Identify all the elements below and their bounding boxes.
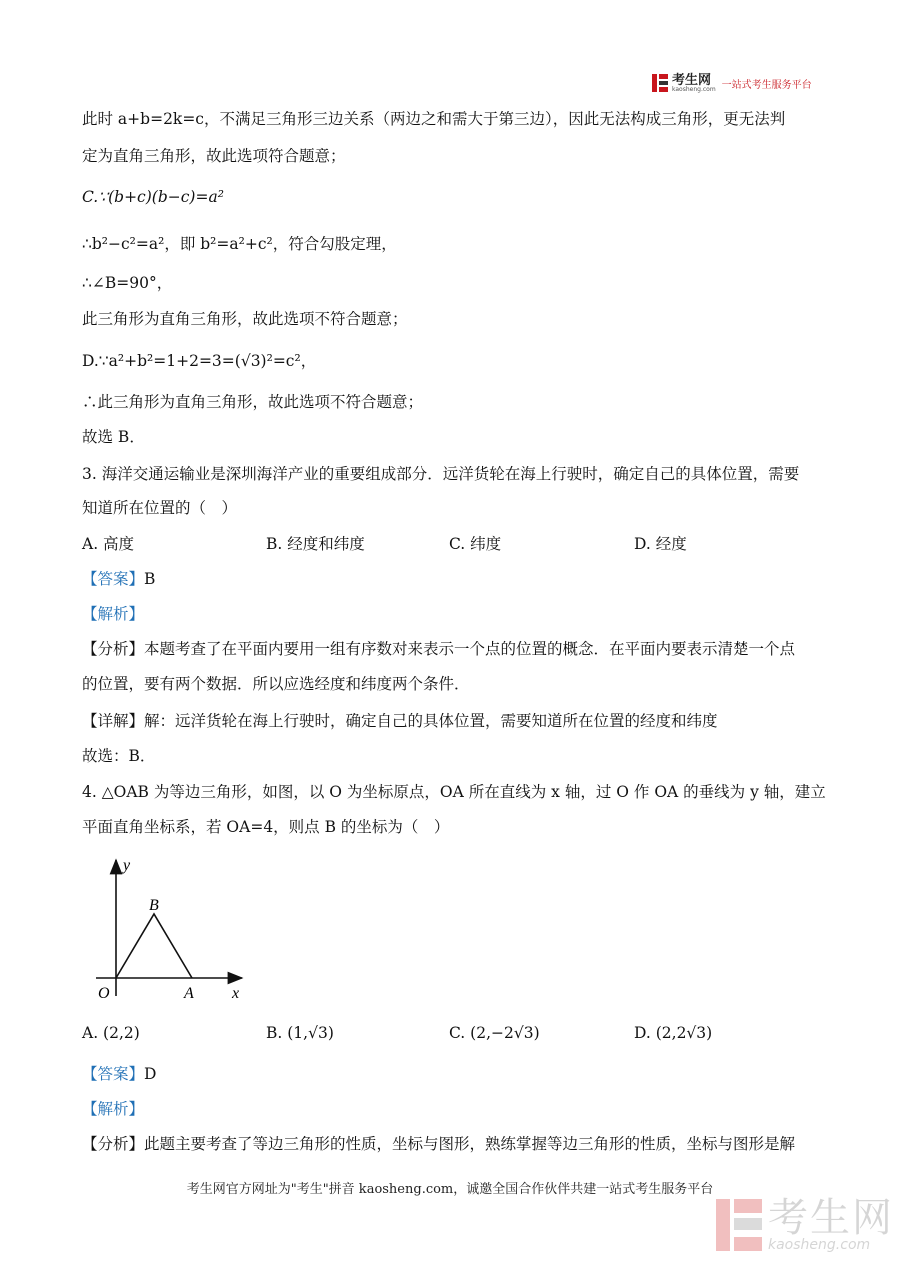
watermark-domain: kaosheng.com [768, 1237, 871, 1253]
kaosheng-watermark-icon [716, 1199, 762, 1251]
text-line-3: C.∵(b+c)(b−c)=a² [82, 188, 224, 206]
q3-analysis-heading [82, 603, 144, 625]
analysis-tag: 【解析】 [82, 1100, 145, 1118]
q3-select: 故选：B． [82, 747, 156, 765]
header-logo [652, 72, 812, 94]
logo-domain: kaosheng.com [672, 85, 716, 93]
text-line-1: 此时 a+b=2k=c，不满足三角形三边关系（两边之和需大于第三边），因此无法构成三角形，更无法判 [82, 110, 786, 128]
logo-name: 考生网 [672, 72, 712, 88]
text-line-7: D.∵a²+b²=1+2=3=(√3)²=c²， [82, 352, 317, 370]
label-a: A [184, 985, 194, 1002]
q3-option-b: B. 经度和纬度 [266, 535, 365, 553]
q4-fenxi [82, 1133, 795, 1155]
label-y: y [123, 857, 131, 874]
q3-question-line-2: 知道所在位置的（ ） [82, 499, 238, 517]
text-line-2: 定为直角三角形，故此选项符合题意； [82, 147, 346, 165]
watermark [716, 1195, 894, 1253]
text-line-9: 故选 B． [82, 428, 145, 446]
triangle-oab [116, 914, 192, 978]
q4-answer [82, 1063, 156, 1085]
q3-answer [82, 568, 155, 590]
text-line-5: ∴∠B=90°， [82, 274, 173, 292]
answer-value: B [144, 570, 156, 588]
q4-question-line-1: 4. △OAB 为等边三角形，如图，以 O 为坐标原点，OA 所在直线为 x 轴，过 O 作 OA 的垂线为 y 轴，建立 [82, 783, 826, 801]
coordinate-figure [96, 848, 256, 1004]
q3-option-c: C. 纬度 [449, 535, 502, 553]
q3-fenxi-line-2: 的位置，要有两个数据．所以应选经度和纬度两个条件． [82, 675, 470, 693]
answer-tag: 【答案】 [82, 1065, 145, 1083]
xiangjie-tag: 【详解】 [82, 712, 145, 730]
q4-option-d: D. (2,2√3) [634, 1024, 713, 1042]
answer-value: D [144, 1065, 157, 1083]
text-line-6: 此三角形为直角三角形，故此选项不符合题意； [82, 310, 408, 328]
q3-option-a: A. 高度 [82, 535, 135, 553]
label-x: x [232, 985, 240, 1002]
q3-question-line-1: 3. 海洋交通运输业是深圳海洋产业的重要组成部分．远洋货轮在海上行驶时，确定自己的具体位置，需要 [82, 465, 800, 483]
text-line-4: ∴b²−c²=a²，即 b²=a²+c²，符合勾股定理， [82, 235, 397, 253]
q4-option-c: C. (2,−2√3) [449, 1024, 540, 1042]
xiangjie-text: 解：远洋货轮在海上行驶时，确定自己的具体位置，需要知道所在位置的经度和纬度 [144, 712, 718, 730]
q3-xiangjie [82, 710, 718, 732]
fenxi-tag: 【分析】 [82, 1135, 145, 1153]
footer-text: 考生网官方网址为"考生"拼音 kaosheng.com，诚邀全国合作伙伴共建一站式考生服务平台 [186, 1182, 714, 1197]
kaosheng-logo-icon [652, 74, 668, 92]
q4-question-line-2: 平面直角坐标系，若 OA=4，则点 B 的坐标为（ ） [82, 818, 450, 836]
q4-option-a: A. (2,2) [82, 1024, 140, 1042]
q3-option-d: D. 经度 [634, 535, 687, 553]
fenxi-tag: 【分析】 [82, 640, 145, 658]
analysis-tag: 【解析】 [82, 605, 145, 623]
fenxi-text: 本题考查了在平面内要用一组有序数对来表示一个点的位置的概念．在平面内要表示清楚一个点 [144, 640, 796, 658]
label-o: O [98, 985, 110, 1002]
fenxi-text: 此题主要考查了等边三角形的性质，坐标与图形，熟练掌握等边三角形的性质，坐标与图形是解 [144, 1135, 796, 1153]
label-b: B [149, 897, 159, 914]
text-line-8: ∴此三角形为直角三角形，故此选项不符合题意； [82, 393, 424, 411]
watermark-name: 考生网 [768, 1195, 894, 1241]
logo-slogan: 一站式考生服务平台 [721, 79, 812, 91]
q4-option-b: B. (1,√3) [266, 1024, 334, 1042]
q4-analysis-heading [82, 1098, 144, 1120]
answer-tag: 【答案】 [82, 570, 145, 588]
q3-fenxi-line-1 [82, 638, 795, 660]
